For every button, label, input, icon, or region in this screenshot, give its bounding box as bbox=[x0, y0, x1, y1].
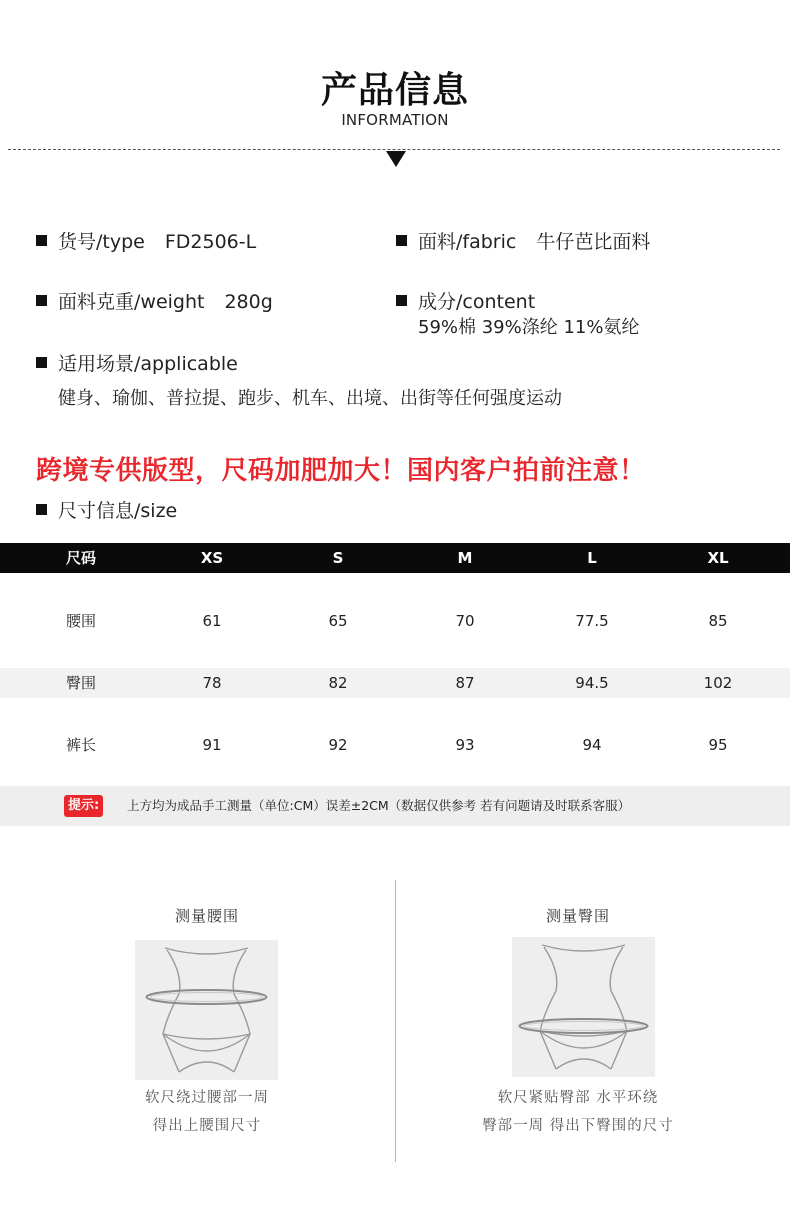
table-cell: 臀围 bbox=[65, 674, 96, 692]
bullet-square-icon bbox=[36, 357, 47, 368]
table-cell: 77.5 bbox=[575, 612, 609, 630]
info-weight bbox=[36, 290, 273, 314]
header-cell: L bbox=[587, 549, 597, 567]
measure-waist-line2: 得出上腰围尺寸 bbox=[152, 1118, 262, 1134]
table-cell: 102 bbox=[703, 674, 733, 692]
table-cell: 78 bbox=[202, 674, 222, 692]
table-cell: 92 bbox=[328, 736, 348, 754]
info-fabric bbox=[396, 230, 650, 254]
weight-value: 280g bbox=[224, 291, 273, 313]
table-header-row bbox=[0, 543, 790, 573]
crossborder-notice: 跨境专供版型，尺码加肥加大！国内客户拍前注意！ bbox=[36, 456, 646, 486]
info-type bbox=[36, 230, 256, 254]
table-cell: 61 bbox=[202, 612, 222, 630]
table-cell: 94 bbox=[582, 736, 602, 754]
table-cell: 94.5 bbox=[575, 674, 609, 692]
type-value: FD2506-L bbox=[164, 231, 257, 253]
measure-waist-title: 测量腰围 bbox=[174, 907, 239, 925]
table-cell: 91 bbox=[202, 736, 222, 754]
table-row bbox=[0, 730, 790, 760]
table-row bbox=[0, 668, 790, 698]
table-row bbox=[0, 606, 790, 636]
content-value: 59%棉 39%涤纶 11%氨纶 bbox=[418, 317, 640, 338]
tip-badge: 提示: bbox=[64, 795, 103, 817]
down-triangle-icon bbox=[386, 151, 406, 167]
page-subtitle: INFORMATION bbox=[341, 111, 449, 129]
bullet-square-icon bbox=[396, 235, 407, 246]
dashed-divider bbox=[8, 149, 780, 150]
table-cell: 腰围 bbox=[65, 612, 96, 630]
header-cell: XL bbox=[707, 549, 729, 567]
measure-hip-title: 测量臀围 bbox=[545, 907, 610, 925]
tip-text: 上方均为成品手工测量（单位:CM）误差±2CM（数据仅供参考 若有问题请及时联系客服） bbox=[127, 798, 631, 813]
vertical-divider bbox=[395, 880, 396, 1162]
measure-waist-line1: 软尺绕过腰部一周 bbox=[145, 1090, 269, 1106]
type-label: 货号/type bbox=[58, 231, 145, 253]
table-cell: 85 bbox=[708, 612, 728, 630]
table-cell: 95 bbox=[708, 736, 728, 754]
info-content bbox=[396, 290, 535, 314]
waist-figure-icon bbox=[135, 940, 278, 1080]
info-applicable bbox=[36, 352, 238, 376]
measure-hip-line1: 软尺紧贴臀部 水平环绕 bbox=[497, 1090, 659, 1106]
header-cell: S bbox=[332, 549, 344, 567]
fabric-value: 牛仔芭比面料 bbox=[536, 231, 651, 253]
bullet-square-icon bbox=[36, 235, 47, 246]
page-title: 产品信息 bbox=[320, 70, 469, 111]
table-cell: 93 bbox=[455, 736, 475, 754]
header-cell: XS bbox=[200, 549, 224, 567]
weight-label: 面料克重/weight bbox=[58, 291, 205, 313]
measurement-tip-bar bbox=[0, 786, 790, 826]
bullet-square-icon bbox=[36, 504, 47, 515]
table-cell: 65 bbox=[328, 612, 348, 630]
measure-hip-line2: 臀部一周 得出下臀围的尺寸 bbox=[482, 1118, 674, 1134]
applicable-value: 健身、瑜伽、普拉提、跑步、机车、出境、出街等任何强度运动 bbox=[58, 388, 562, 409]
measure-hip-panel bbox=[458, 900, 698, 1134]
measure-waist-panel bbox=[87, 900, 327, 1134]
bullet-square-icon bbox=[396, 295, 407, 306]
table-cell: 82 bbox=[328, 674, 348, 692]
size-section-heading bbox=[36, 499, 177, 523]
hip-figure-icon bbox=[512, 937, 655, 1077]
table-cell: 87 bbox=[455, 674, 475, 692]
fabric-label: 面料/fabric bbox=[418, 231, 517, 253]
content-label: 成分/content bbox=[418, 291, 536, 313]
applicable-label: 适用场景/applicable bbox=[58, 353, 238, 375]
size-section-label: 尺寸信息/size bbox=[58, 500, 178, 522]
table-cell: 70 bbox=[455, 612, 475, 630]
header-cell: M bbox=[457, 549, 473, 567]
header-cell: 尺码 bbox=[65, 549, 96, 567]
table-cell: 裤长 bbox=[65, 736, 96, 754]
bullet-square-icon bbox=[36, 295, 47, 306]
